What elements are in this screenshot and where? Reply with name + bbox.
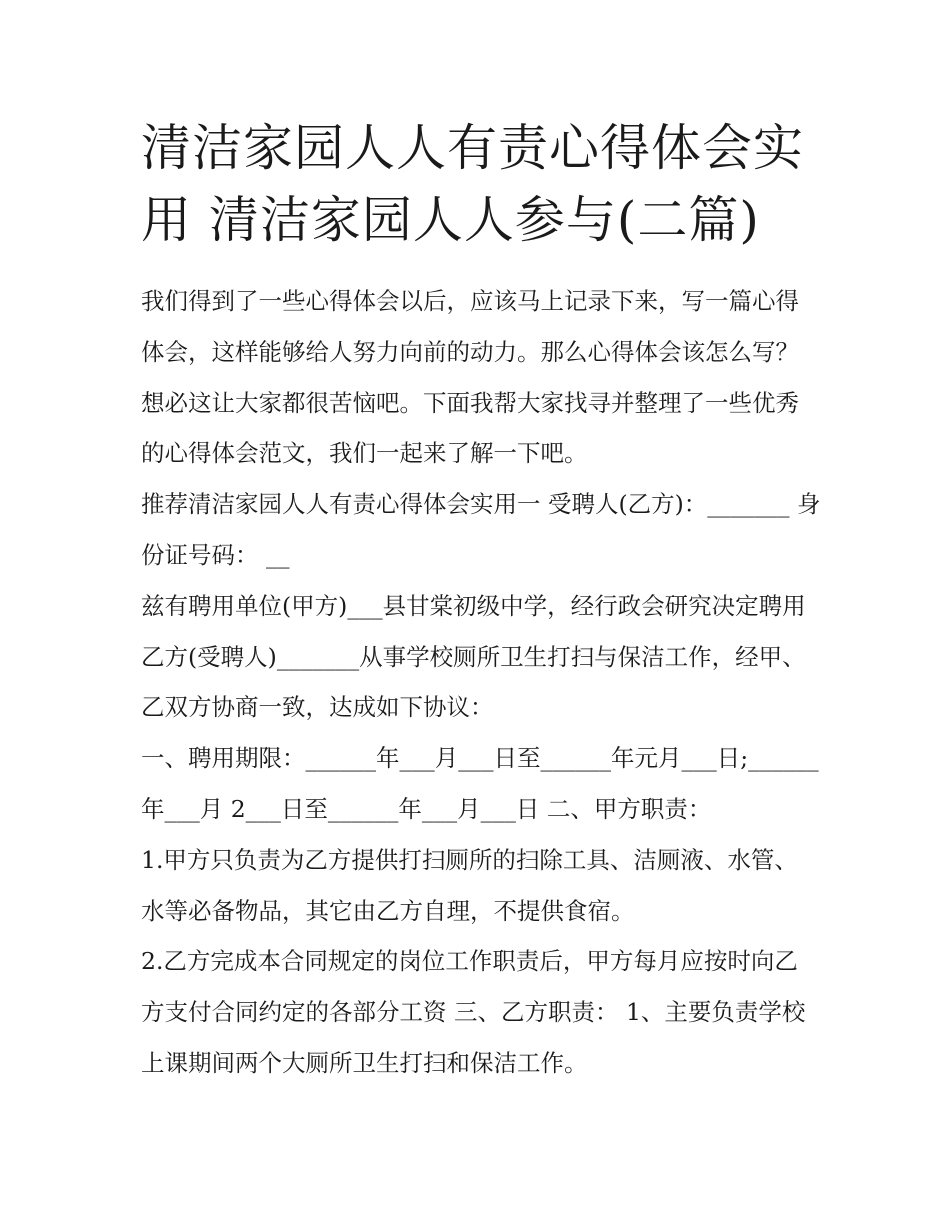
paragraph-employer: 兹有聘用单位(甲方)___县甘棠初级中学，经行政会研究决定聘用乙方(受聘人)_______从事学校厕所卫生打扫与保洁工作，经甲、乙双方协商一致，达成如下协议： (141, 591, 806, 722)
paragraph-intro: 我们得到了一些心得体会以后，应该马上记录下来，写一篇心得体会，这样能够给人努力向前的动力。那么心得体会该怎么写？想必这让大家都很苦恼吧。下面我帮大家找寻并整理了一些优秀的心得体会范文，我们一起来了解一下吧。 (141, 287, 799, 468)
paragraph-recommend: 推荐清洁家园人人有责心得体会实用一 受聘人(乙方)：_______ 身份证号码： __ (141, 490, 821, 569)
document-body (141, 276, 821, 1089)
paragraph-clause-1: 1.甲方只负责为乙方提供打扫厕所的扫除工具、洁厕液、水管、水等必备物品，其它由乙方自理，不提供食宿。 (141, 845, 798, 925)
paragraph-clause-2: 2.乙方完成本合同规定的岗位工作职责后，甲方每月应按时向乙方支付合同约定的各部分工资 三、乙方职责： 1、主要负责学校上课期间两个大厕所卫生打扫和保洁工作。 (141, 947, 806, 1077)
document-page (141, 112, 821, 1089)
paragraph-term: 一、聘用期限：______年___月___日至______年元月___日;______年___月 2___日至______年___月___日 二、甲方职责： (141, 744, 819, 823)
document-title: 清洁家园人人有责心得体会实用 清洁家园人人参与(二篇) (141, 119, 804, 249)
